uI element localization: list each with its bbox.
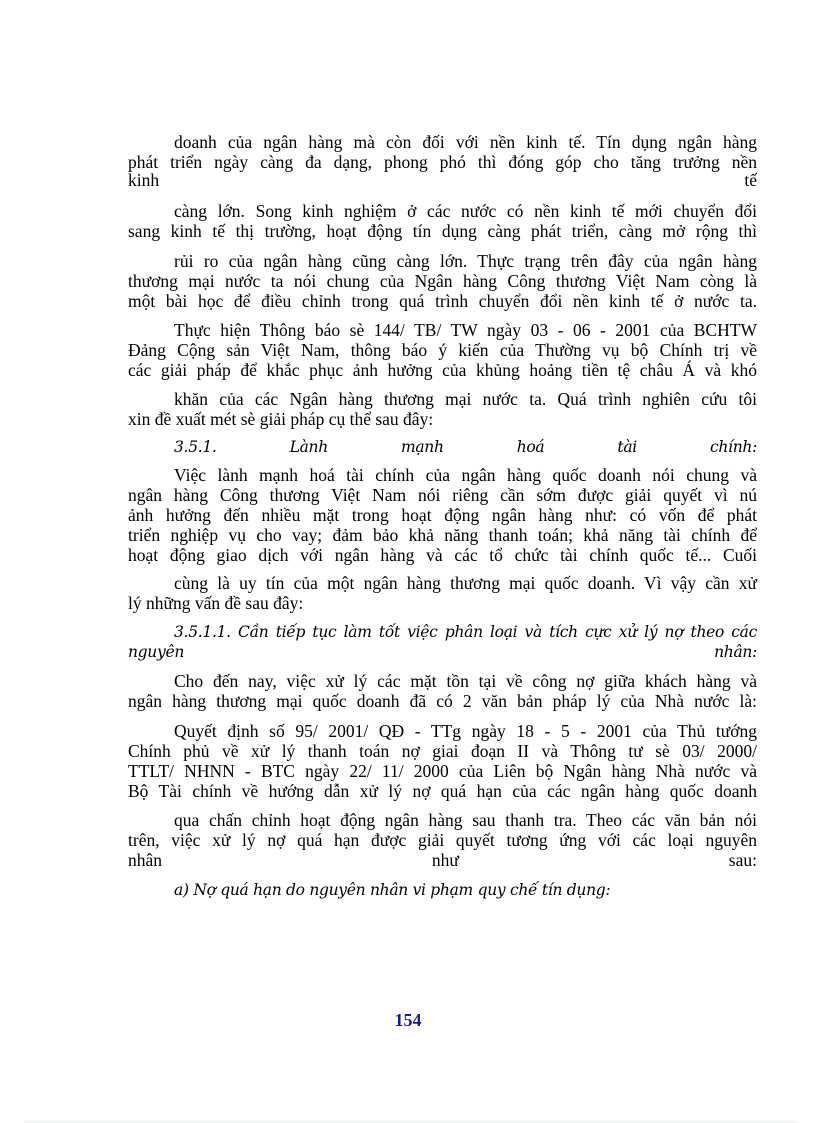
subsection-heading: nguyên nhân: — [128, 643, 757, 661]
footer-divider — [25, 1121, 795, 1122]
text-line: Thực hiện Thông báo sè 144/ TB/ TW ngày 03 - 06 - 2001 của BCHTW — [174, 320, 757, 340]
section-heading: 3.5.1. Lành mạnh hoá tài chính: — [174, 438, 757, 456]
text-line: sang kinh tế thị trường, hoạt động tín dụng càng phát triển, càng mở rộng thì — [128, 221, 757, 241]
text-line: trên, việc xử lý nợ quá hạn được giải quyết tương ứng với các loại nguyên — [128, 830, 757, 850]
text-line: doanh của ngân hàng mà còn đối với nền kinh tế. Tín dụng ngân hàng — [174, 132, 757, 152]
text-line: Quyết định số 95/ 2001/ QĐ - TTg ngày 18 - 5 - 2001 của Thủ tướng — [174, 721, 757, 741]
text-line: phát triển ngày càng đa dạng, phong phó thì đóng góp cho tăng trưởng nền — [128, 152, 757, 172]
subsection-heading: 3.5.1.1. Cần tiếp tục làm tốt việc phân loại và tích cực xử lý nợ theo các — [174, 623, 757, 641]
text-line: Bộ Tài chính về hướng dẫn xử lý nợ quá hạn của các ngân hàng quốc doanh — [128, 781, 757, 801]
text-line: càng lớn. Song kinh nghiệm ở các nước có nền kinh tế mới chuyển đổi — [174, 201, 757, 221]
text-line: Cho đến nay, việc xử lý các mặt tồn tại về công nợ giữa khách hàng và — [174, 671, 757, 691]
text-line: ngân hàng Công thương Việt Nam nói riêng cần sớm được giải quyết vì nú — [128, 485, 757, 505]
text-line: thương mại nước ta nói chung của Ngân hàng Công thương Việt Nam còng là — [128, 271, 757, 291]
text-line: ngân hàng thương mại quốc doanh đã có 2 văn bản pháp lý của Nhà nước là: — [128, 691, 757, 711]
page-number: 154 — [394, 1010, 422, 1030]
text-line: TTLT/ NHNN - BTC ngày 22/ 11/ 2000 của Liên bộ Ngân hàng Nhà nước và — [128, 761, 757, 781]
text-line: rủi ro của ngân hàng cũng càng lớn. Thực trạng trên đây của ngân hàng — [174, 251, 757, 271]
list-item-heading: a) Nợ quá hạn do nguyên nhân vi phạm quy chế tín dụng: — [174, 881, 611, 899]
text-line: Đảng Cộng sản Việt Nam, thông báo ý kiến của Thường vụ bộ Chính trị về — [128, 340, 757, 360]
text-line: triển nghiệp vụ cho vay; đảm bảo khả năng thanh toán; khả năng tài chính để — [128, 525, 757, 545]
text-line: lý những vấn đề sau đây: — [128, 593, 304, 613]
text-line: Chính phủ về xử lý thanh toán nợ giai đoạn II và Thông tư sè 03/ 2000/ — [128, 741, 757, 761]
text-line: qua chấn chỉnh hoạt động ngân hàng sau thanh tra. Theo các văn bản nói — [174, 810, 757, 830]
text-line: nhân như sau: — [128, 850, 757, 870]
text-line: xin đề xuất mét sè giải pháp cụ thể sau đây: — [128, 409, 434, 429]
text-line: kinh tế — [128, 170, 757, 190]
text-line: khăn của các Ngân hàng thương mại nước ta. Quá trình nghiên cứu tôi — [174, 389, 757, 409]
text-line: các giải pháp để khắc phục ảnh hưởng của khủng hoảng tiền tệ châu Á và khó — [128, 360, 757, 380]
text-line: ảnh hưởng đến nhiều mặt trong hoạt động ngân hàng như: có vốn để phát — [128, 505, 757, 525]
text-line: hoạt động giao dịch với ngân hàng và các tổ chức tài chính quốc tế... Cuối — [128, 545, 757, 565]
text-line: một bài học để điều chỉnh trong quá trình chuyển đổi nền kinh tế ở nước ta. — [128, 291, 757, 311]
text-line: Việc lành mạnh hoá tài chính của ngân hàng quốc doanh nói chung và — [174, 465, 757, 485]
text-line: cùng là uy tín của một ngân hàng thương mại quốc doanh. Vì vậy cần xử — [174, 573, 757, 593]
